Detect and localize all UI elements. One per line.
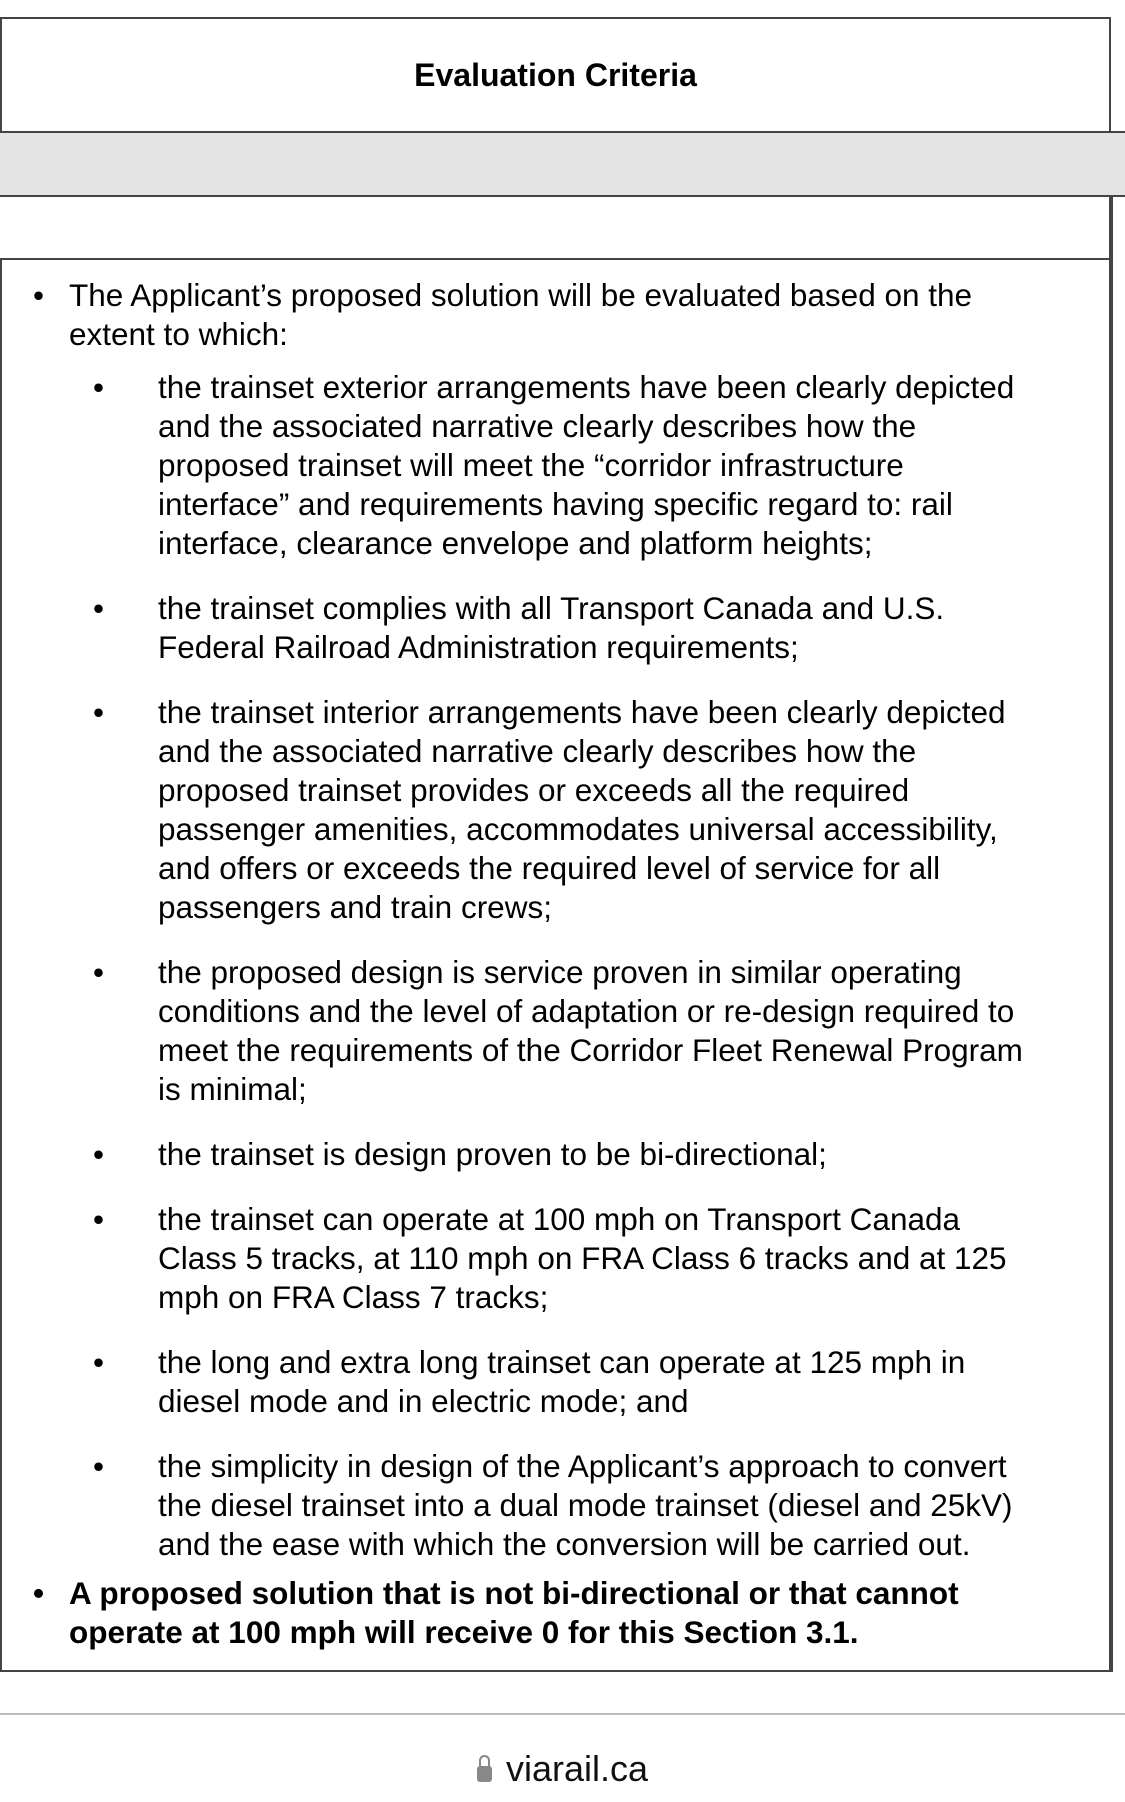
text-line: the trainset exterior arrangements have been clearly depicted xyxy=(158,369,1015,405)
bullet-icon: • xyxy=(93,694,105,730)
bullet-icon: • xyxy=(93,954,105,990)
text-line: is minimal; xyxy=(158,1071,307,1107)
footer-divider xyxy=(0,1713,1125,1715)
criterion-item xyxy=(2,693,1109,927)
shaded-row xyxy=(0,131,1125,197)
text-line: mph on FRA Class 7 tracks; xyxy=(158,1279,549,1315)
text-line: the simplicity in design of the Applicant’s approach to convert xyxy=(158,1448,1007,1484)
text-line: operate at 100 mph will receive 0 for this Section 3.1. xyxy=(69,1614,859,1650)
criterion-item xyxy=(2,953,1109,1109)
text-line: the trainset is design proven to be bi-directional; xyxy=(158,1136,827,1172)
text-line: interface, clearance envelope and platform heights; xyxy=(158,525,873,561)
bullet-icon: • xyxy=(33,277,45,313)
intro-bullet xyxy=(2,276,1109,354)
text-line: conditions and the level of adaptation or re-design required to xyxy=(158,993,1015,1029)
bullet-icon: • xyxy=(33,1575,45,1611)
text-line: the trainset complies with all Transport Canada and U.S. xyxy=(158,590,945,626)
text-line: The Applicant’s proposed solution will be evaluated based on the xyxy=(69,277,973,313)
bullet-icon: • xyxy=(93,1448,105,1484)
text-line: and the ease with which the conversion will be carried out. xyxy=(158,1526,971,1562)
column-divider xyxy=(1110,195,1113,260)
criterion-item xyxy=(2,368,1109,563)
bullet-icon: • xyxy=(93,369,105,405)
criterion-item xyxy=(2,1200,1109,1317)
criterion-item xyxy=(2,1447,1109,1564)
text-line: meet the requirements of the Corridor Fleet Renewal Program xyxy=(158,1032,1023,1068)
column-divider xyxy=(1110,258,1113,1672)
text-line: the trainset interior arrangements have been clearly depicted xyxy=(158,694,1006,730)
criterion-item xyxy=(2,589,1109,667)
lock-icon xyxy=(477,1766,492,1782)
text-line: proposed trainset provides or exceeds all the required xyxy=(158,772,910,808)
text-line: the proposed design is service proven in similar operating xyxy=(158,954,962,990)
text-line: passenger amenities, accommodates universal accessibility, xyxy=(158,811,998,847)
criterion-item xyxy=(2,1343,1109,1421)
bullet-icon: • xyxy=(93,1136,105,1172)
text-line: passengers and train crews; xyxy=(158,889,552,925)
text-line: and the associated narrative clearly describes how the xyxy=(158,733,917,769)
criterion-item xyxy=(2,1135,1109,1174)
text-line: and the associated narrative clearly describes how the xyxy=(158,408,917,444)
text-line: interface” and requirements having specific regard to: rail xyxy=(158,486,953,522)
text-line: A proposed solution that is not bi-directional or that cannot xyxy=(69,1575,959,1611)
text-line: diesel mode and in electric mode; and xyxy=(158,1383,689,1419)
blank-row xyxy=(0,195,1111,260)
table-header-cell xyxy=(0,17,1111,133)
text-line: Class 5 tracks, at 110 mph on FRA Class 6 tracks and at 125 xyxy=(158,1240,1007,1276)
text-line: and offers or exceeds the required level of service for all xyxy=(158,850,941,886)
text-line: the long and extra long trainset can operate at 125 mph in xyxy=(158,1344,966,1380)
address-bar[interactable] xyxy=(0,1748,1125,1790)
text-line: Federal Railroad Administration requirements; xyxy=(158,629,799,665)
conclusion-bullet xyxy=(2,1574,1109,1652)
bullet-icon: • xyxy=(93,1201,105,1237)
bullet-icon: • xyxy=(93,1344,105,1380)
text-line: proposed trainset will meet the “corridor infrastructure xyxy=(158,447,904,483)
url-text: viarail.ca xyxy=(505,1748,649,1789)
bullet-icon: • xyxy=(93,590,105,626)
text-line: the trainset can operate at 100 mph on Transport Canada xyxy=(158,1201,961,1237)
text-line: the diesel trainset into a dual mode trainset (diesel and 25kV) xyxy=(158,1487,1013,1523)
criteria-cell xyxy=(0,258,1111,1672)
table-header: Evaluation Criteria xyxy=(414,56,697,93)
text-line: extent to which: xyxy=(69,316,288,352)
